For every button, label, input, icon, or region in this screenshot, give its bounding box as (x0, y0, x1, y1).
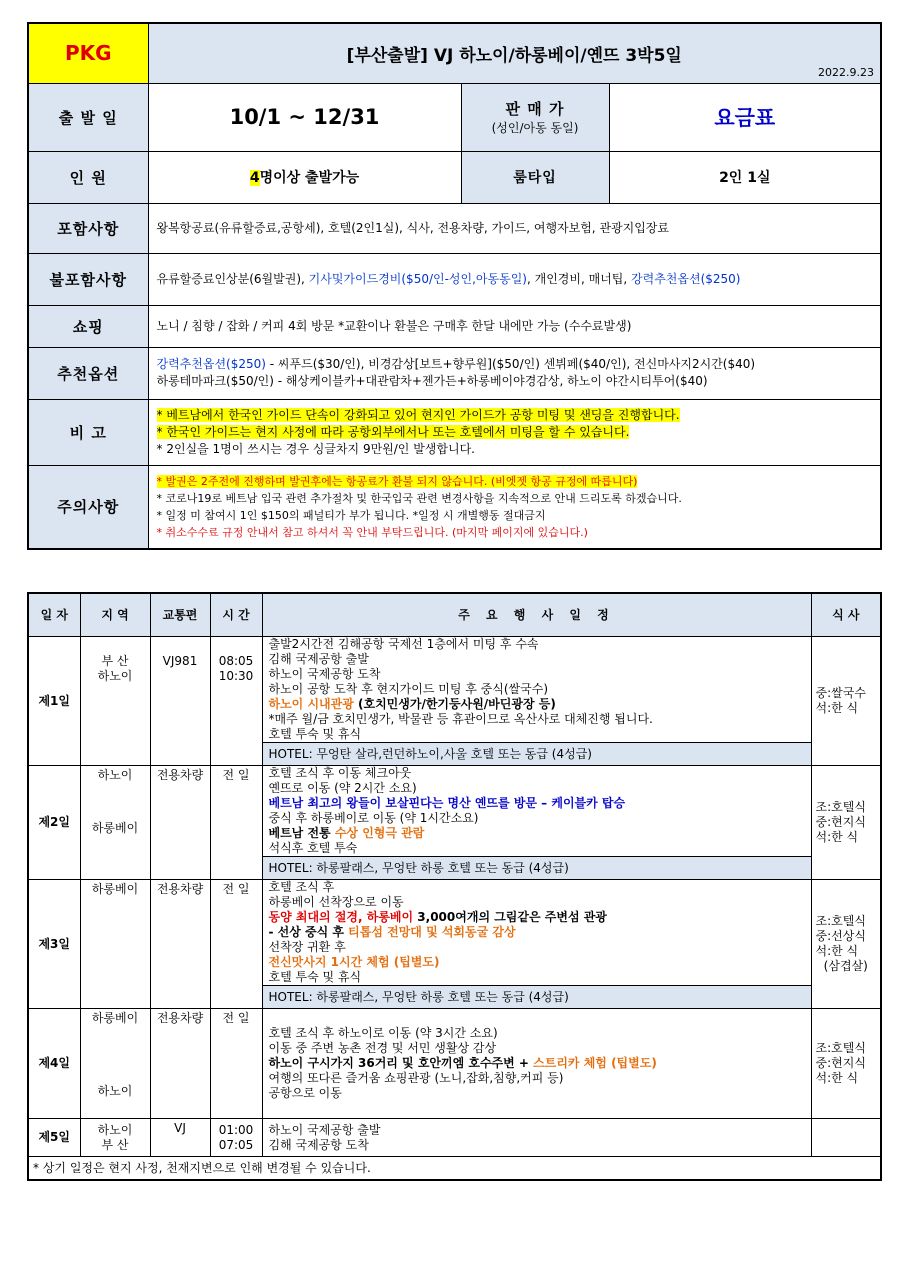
exclude-d: 강력추천옵션($250) (631, 271, 741, 286)
d2-region: 하노이 하롱베이 (80, 766, 150, 880)
options-text (148, 347, 881, 399)
d5-time: 01:00 07:05 (210, 1119, 262, 1157)
page-title (148, 23, 881, 83)
d1-meal: 중:쌀국수 석:한 식 (811, 637, 881, 766)
issue-date: 2022.9.23 (818, 65, 875, 79)
d5-transport: VJ (150, 1119, 210, 1157)
note-label (28, 399, 148, 465)
title-text: [부산출발] VJ 하노이/하롱베이/옌뜨 3박5일 (346, 45, 682, 66)
d1-hotel: HOTEL: 무엉탄 살라,런던하노이,사울 호텔 또는 동급 (4성급) (262, 743, 811, 766)
header-meal: 식 사 (811, 593, 881, 637)
d3-transport: 전용차량 (150, 880, 210, 1009)
d1-activities: 출발2시간전 김해공항 국제선 1층에서 미팅 후 수속 김해 국제공항 출발 하노이 국제공항 도착 하노이 공항 도착 후 현지가이드 미팅 후 중식(쌀국수) 하노이 시내관광 (호치민생가/한기둥사원/바딘광장 등) *매주 월/금 호치민생가, 박물관 등 휴관이므로 옥산사로 대체진행 됩니다. 호텔 투숙 및 휴식 (262, 637, 811, 743)
note-2: * 한국인 가이드는 현지 사정에 따라 공항외부에서나 또는 호텔에서 미팅을 할 수 있습니다. (156, 424, 630, 439)
d1-transport: VJ981 (150, 637, 210, 766)
note-label-text: 비 고 (69, 423, 107, 442)
d1-time: 08:05 10:30 (210, 637, 262, 766)
caution-3: * 일정 미 참여시 1인 $150의 패널티가 부가 됩니다. *일정 시 개별행동 절대금지 (156, 508, 546, 522)
note-text (148, 399, 881, 465)
header-itinerary: 주 요 행 사 일 정 (262, 593, 811, 637)
d3-time: 전 일 (210, 880, 262, 1009)
include-text: 왕복항공료(유류할증료,공항세), 호텔(2인1실), 식사, 전용차량, 가이드, 여행자보험, 관광지입장료 (148, 203, 881, 253)
people-value (148, 151, 461, 203)
people-num: 4 (249, 170, 260, 186)
exclude-a: 유류할증료인상분(6월발권), (156, 271, 309, 286)
d4-region: 하롱베이 하노이 (80, 1009, 150, 1119)
d4-transport: 전용차량 (150, 1009, 210, 1119)
d2-hotel: HOTEL: 하롱팔래스, 무엉탄 하롱 호텔 또는 동급 (4성급) (262, 857, 811, 880)
day-5: 제5일 (28, 1119, 80, 1157)
options-label: 추천옵션 (28, 347, 148, 399)
depart-label: 출 발 일 (28, 83, 148, 151)
note-1: * 베트남에서 한국인 가이드 단속이 강화되고 있어 현지인 가이드가 공항 미팅 및 샌딩을 진행합니다. (156, 407, 680, 422)
room-value: 2인 1실 (609, 151, 881, 203)
d4-time: 전 일 (210, 1009, 262, 1119)
price-table-link[interactable]: 요금표 (609, 83, 881, 151)
people-text: 명이상 출발가능 (259, 170, 360, 186)
header-transport: 교통편 (150, 593, 210, 637)
d3-meal: 조:호텔식 중:선상식 석:한 식 (삼겹살) (811, 880, 881, 1009)
room-label: 룸타입 (461, 151, 609, 203)
people-label: 인 원 (28, 151, 148, 203)
exclude-label: 불포함사항 (28, 253, 148, 305)
exclude-c: , 개인경비, 매너팁, (526, 271, 632, 286)
schedule-table (27, 592, 882, 1181)
day-4: 제4일 (28, 1009, 80, 1119)
d1-region: 부 산 하노이 (80, 637, 150, 766)
shopping-label: 쇼핑 (28, 305, 148, 347)
d4-meal: 조:호텔식 중:현지식 석:한 식 (811, 1009, 881, 1119)
d2-meal: 조:호텔식 중:현지식 석:한 식 (811, 766, 881, 880)
d5-region: 하노이 부 산 (80, 1119, 150, 1157)
d2-time: 전 일 (210, 766, 262, 880)
package-info-table (27, 22, 882, 550)
d3-hotel: HOTEL: 하롱팔래스, 무엉탄 하롱 호텔 또는 동급 (4성급) (262, 986, 811, 1009)
exclude-text (148, 253, 881, 305)
pkg-badge: PKG (28, 23, 148, 83)
caution-4: * 취소수수료 규정 안내서 참고 하셔서 꼭 안내 부탁드립니다. (마지막 페이지에 있습니다.) (156, 525, 588, 539)
d2-activities: 호텔 조식 후 이동 체크아웃 옌뜨로 이동 (약 2시간 소요) 베트남 최고의 왕들이 보살핀다는 명산 옌뜨를 방문 – 케이블카 탑승 중식 후 하롱베이로 이동 (약 1시간소요) 베트남 전통 수상 인형극 관람 석식후 호텔 투숙 (262, 766, 811, 857)
exclude-b: 기사및가이드경비($50/인-성인,아동동일) (308, 271, 527, 286)
day-1: 제1일 (28, 637, 80, 766)
price-sub: (성인/아동 동일) (491, 121, 579, 135)
caution-2: * 코로나19로 베트남 입국 관련 추가절차 및 한국입국 관련 변경사항을 지속적으로 안내 드리도록 하겠습니다. (156, 491, 682, 505)
price-label (461, 83, 609, 151)
caution-1: * 발권은 2주전에 진행하며 발권후에는 항공료가 환불 되지 않습니다. (비엣젯 항공 규정에 따릅니다) (156, 474, 638, 488)
depart-value: 10/1 ~ 12/31 (148, 83, 461, 151)
d3-activities: 호텔 조식 후 하롱베이 선착장으로 이동 동양 최대의 절경, 하롱베이 3,000여개의 그림같은 주변섬 관광 - 선상 중식 후 티톱섬 전망대 및 석회동굴 감상 선착장 귀환 후 전신맛사지 1시간 체험 (팁별도) 호텔 투숙 및 휴식 (262, 880, 811, 986)
d5-activities: 하노이 국제공항 출발 김해 국제공항 도착 (262, 1119, 811, 1157)
d2-transport: 전용차량 (150, 766, 210, 880)
d3-region: 하롱베이 (80, 880, 150, 1009)
schedule-footnote: * 상기 일정은 현지 사정, 천재지변으로 인해 변경될 수 있습니다. (28, 1157, 881, 1181)
include-label: 포함사항 (28, 203, 148, 253)
caution-text (148, 465, 881, 549)
d4-activities: 호텔 조식 후 하노이로 이동 (약 3시간 소요) 이동 중 주변 농촌 전경 및 서민 생활상 감상 하노이 구시가지 36거리 및 호안끼엠 호수주변 + 스트리카 체험 (팁별도) 여행의 또다른 즐거움 쇼핑관광 (노니,잡화,침향,커피 등) 공항으로 이동 (262, 1009, 811, 1119)
caution-label: 주의사항 (28, 465, 148, 549)
shopping-text: 노니 / 침향 / 잡화 / 커피 4회 방문 *교환이나 환불은 구매후 한달 내에만 가능 (수수료발생) (148, 305, 881, 347)
header-region: 지 역 (80, 593, 150, 637)
options-line-2: 하롱테마파크($50/인) - 해상케이블카+대관람차+젠가든+하롱베이야경감상, 하노이 야간시티투어($40) (156, 374, 708, 388)
price-label-text: 판 매 가 (505, 100, 565, 118)
day-3: 제3일 (28, 880, 80, 1009)
header-day: 일 자 (28, 593, 80, 637)
d5-meal (811, 1119, 881, 1157)
header-time: 시 간 (210, 593, 262, 637)
day-2: 제2일 (28, 766, 80, 880)
options-line-1 (157, 356, 873, 373)
options-b: - 씨푸드($30/인), 비경감상[보트+향루원]($50/인) 센뷔페($40/인), 전신마사지2시간($40) (265, 357, 756, 371)
options-a: 강력추천옵션($250) (156, 357, 266, 371)
note-3: * 2인실을 1명이 쓰시는 경우 싱글차지 9만원/인 발생합니다. (156, 441, 475, 456)
